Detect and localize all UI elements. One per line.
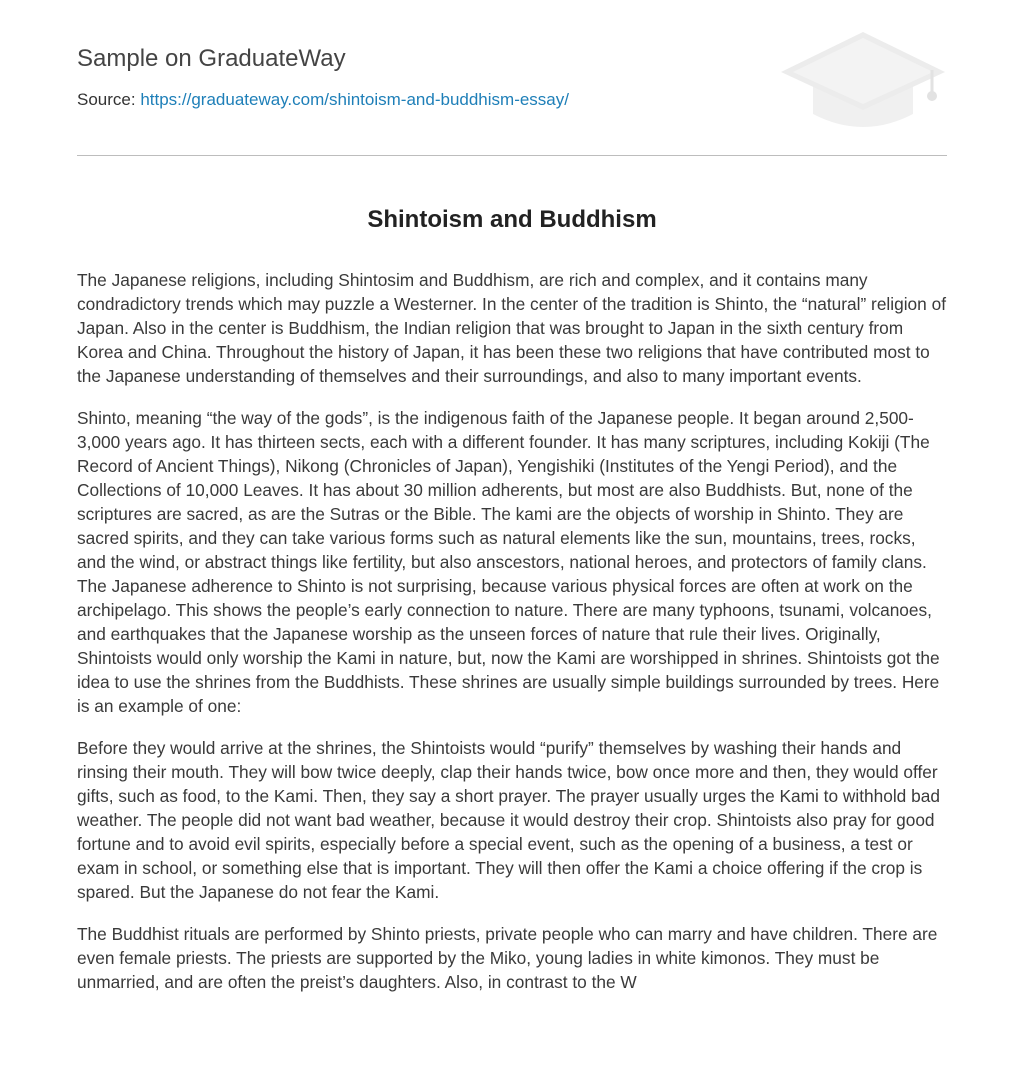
paragraph: Shinto, meaning “the way of the gods”, is the indigenous faith of the Japanese people. It began around 2,500-3,000 years ago. It has thirteen sects, each with a different founder. It has many scriptures, including Kokiji (The Record of Ancient Things), Nikong (Chronicles of Japan), Yengishiki (Institutes of the Yengi Period), and the Collections of 10,000 Leaves. It has about 30 million adherents, but most are also Buddhists. But, none of the scriptures are sacred, as are the Sutras or the Bible. The kami are the objects of worship in Shinto. They are sacred spirits, and they can take various forms such as natural elements like the sun, mountains, trees, rocks, and the wind, or abstract things like fertility, but also anscestors, national heroes, and protectors of family clans. The Japanese adherence to Shinto is not surprising, because various physical forces are often at work on the archipelago. This shows the people’s early connection to nature. There are many typhoons, tsunami, volcanoes, and earthquakes that the Japanese worship as the unseen forces of nature that rule their lives. Originally, Shintoists would only worship the Kami in nature, but, now the Kami are worshipped in shrines. Shintoists got the idea to use the shrines from the Buddhists. These shrines are usually simple buildings surrounded by trees. Here is an example of one: — [77, 408, 940, 716]
essay-body — [77, 268, 947, 1012]
paragraph: The Buddhist rituals are performed by Shinto priests, private people who can marry and have children. There are even female priests. The priests are supported by the Miko, young ladies in white kimonos. They must be unmarried, and are often the preist’s daughters. Also, in contrast to the W — [77, 924, 938, 992]
source-label: Source: — [77, 90, 136, 109]
source-line — [77, 89, 569, 111]
header-divider — [77, 155, 947, 156]
paragraph: The Japanese religions, including Shintosim and Buddhism, are rich and complex, and it contains many condradictory trends which may puzzle a Westerner. In the center of the tradition is Shinto, the “natural” religion of Japan. Also in the center is Buddhism, the Indian religion that was brought to Japan in the sixth century from Korea and China. Throughout the history of Japan, it has been these two religions that have contributed most to the Japanese understanding of themselves and their surroundings, and also to many important events. — [77, 270, 946, 386]
source-link[interactable]: https://graduateway.com/shintoism-and-buddhism-essay/ — [140, 90, 569, 109]
graduation-cap-icon — [780, 30, 946, 132]
paragraph: Before they would arrive at the shrines, the Shintoists would “purify” themselves by washing their hands and rinsing their mouth. They will bow twice deeply, clap their hands twice, bow once more and then, they would offer gifts, such as food, to the Kami. Then, they say a short prayer. The prayer usually urges the Kami to withhold bad weather. The people did not want bad weather, because it would destroy their crop. Shintoists also pray for good fortune and to avoid evil spirits, especially before a special event, such as the opening of a business, a test or exam in school, or something else that is important. They will then offer the Kami a choice offering if the crop is spared. But the Japanese do not fear the Kami. — [77, 738, 940, 902]
site-title: Sample on GraduateWay — [77, 45, 346, 72]
essay-title: Shintoism and Buddhism — [367, 206, 657, 233]
page-header — [77, 0, 947, 156]
